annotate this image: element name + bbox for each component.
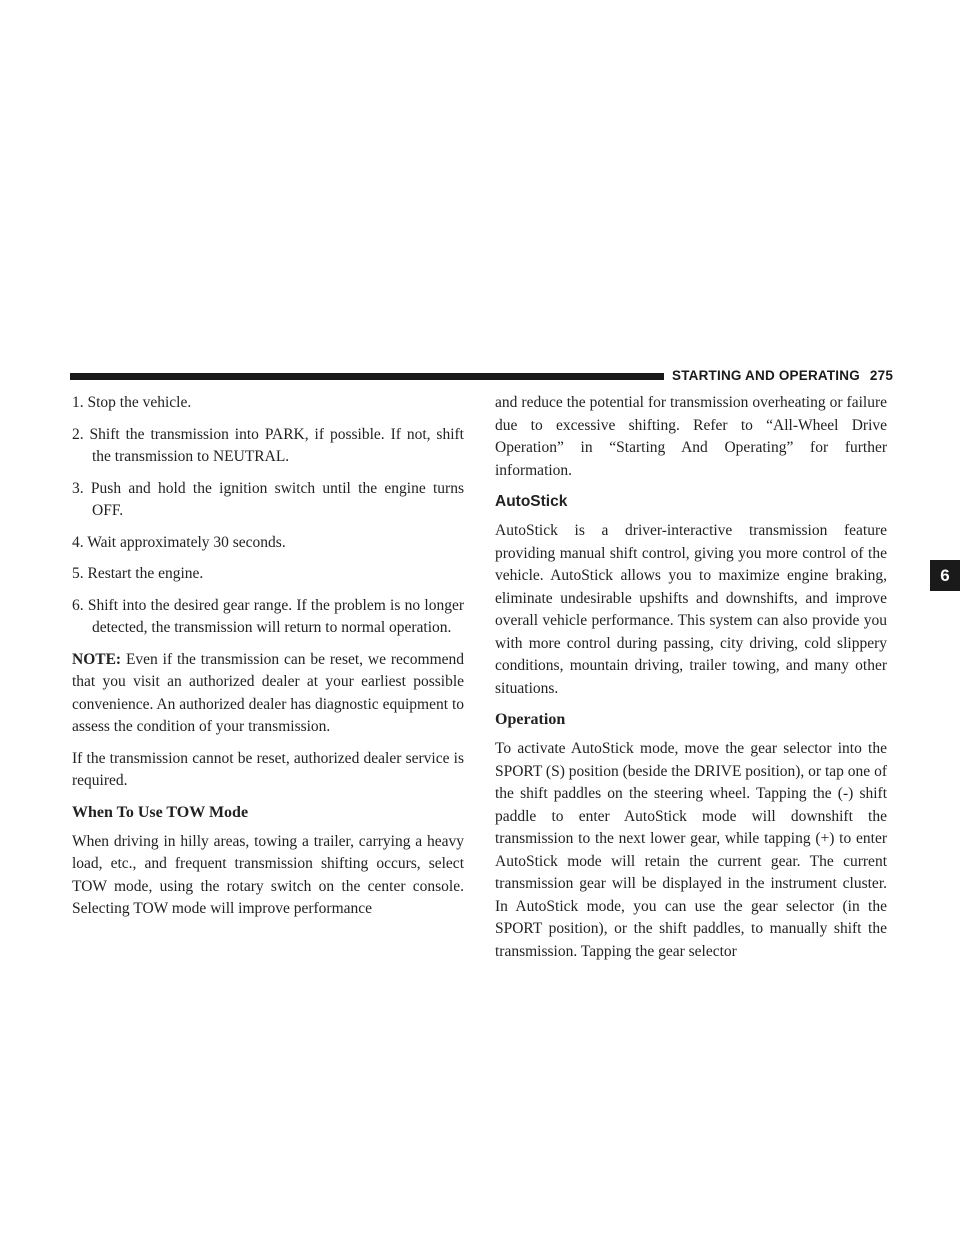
tow-mode-heading: When To Use TOW Mode (72, 803, 249, 821)
section-title: STARTING AND OPERATING (672, 368, 860, 383)
step-6: 6. Shift into the desired gear range. If the problem is no longer detected, the transmission will return to normal operation. (72, 596, 464, 636)
page-number: 275 (869, 368, 894, 383)
autostick-heading: AutoStick (495, 493, 568, 510)
operation-heading: Operation (495, 711, 566, 728)
tow-mode-paragraph: When driving in hilly areas, towing a trailer, carrying a heavy load, etc., and frequent transmission shifting occurs, select TOW mode, using the rotary switch on the center console. Selecting TOW mode will improve performance (72, 832, 464, 917)
right-column (495, 392, 887, 963)
left-column (72, 392, 464, 921)
autostick-paragraph: AutoStick is a driver-interactive transmission feature providing manual shift control, giving you more control of the vehicle. AutoStick allows you to maximize engine braking, eliminate undesirable upshifts and downshifts, and improve overall vehicle performance. This system can also provide you with more control during passing, city driving, cold slippery conditions, mountain driving, trailer towing, and many other situations. (495, 522, 887, 697)
step-2: 2. Shift the transmission into PARK, if possible. If not, shift the transmission to NEUTRAL. (72, 425, 464, 465)
note-paragraph (72, 649, 464, 739)
header-rule (70, 373, 664, 380)
step-4: 4. Wait approximately 30 seconds. (72, 533, 286, 551)
step-1: 1. Stop the vehicle. (72, 394, 192, 411)
tow-mode-continued: and reduce the potential for transmission overheating or failure due to excessive shifting. Refer to “All-Wheel Drive Operation” in “Starting And Operating” for further information. (495, 394, 887, 479)
step-5: 5. Restart the engine. (72, 565, 204, 582)
operation-paragraph: To activate AutoStick mode, move the gear selector into the SPORT (S) position (beside the DRIVE position), or tap one of the shift paddles on the steering wheel. Tapping the (-) shift paddle to enter AutoStick mode will downshift the transmission to the next lower gear, while tapping (+) to enter AutoStick mode will retain the current gear. The current transmission gear will be displayed in the instrument cluster. In AutoStick mode, you can use the gear selector (in the SPORT position), or the shift paddles, to manually shift the transmission. Tapping the gear selector (495, 740, 887, 960)
running-header (672, 368, 893, 384)
step-3: 3. Push and hold the ignition switch until the engine turns OFF. (72, 479, 464, 519)
reset-paragraph: If the transmission cannot be reset, authorized dealer service is required. (72, 749, 464, 789)
chapter-tab: 6 (930, 560, 960, 591)
note-text: Even if the transmission can be reset, we recommend that you visit an authorized dealer at your earliest possible convenience. An authorized dealer has diagnostic equipment to assess the condition of your transmission. (72, 650, 464, 735)
note-label: NOTE: (72, 650, 122, 668)
